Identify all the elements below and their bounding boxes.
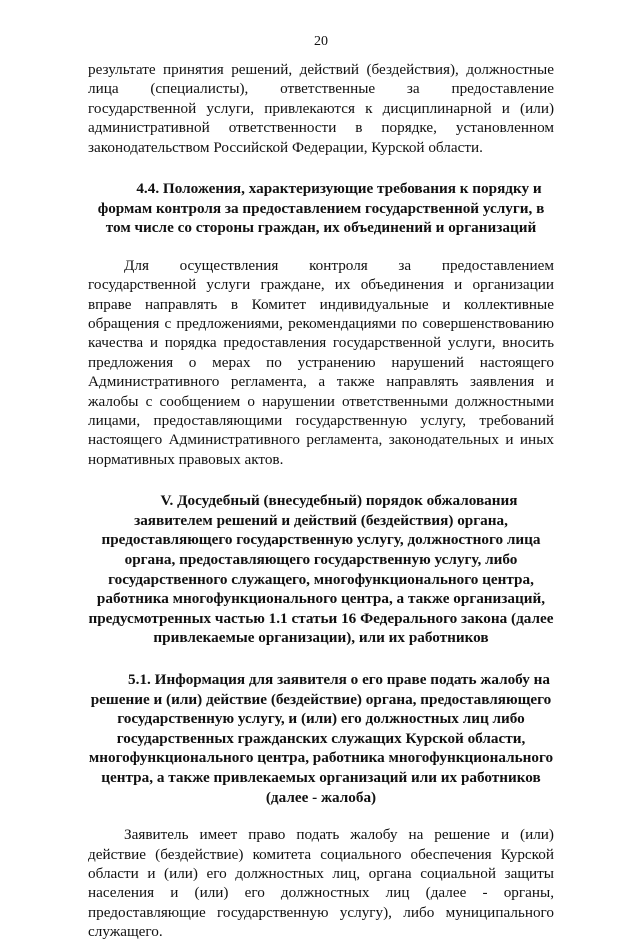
spacer	[88, 648, 554, 670]
section-heading-5-1: 5.1. Информация для заявителя о его праве подать жалобу на решение и (или) действие (бездействие) органа, предоставляющего государственную услугу, и (или) его должностных лиц либо государственных гражданских служащих Курской области, многофункционального центра, работника многофункционального центра, а также привлекаемых организаций или их работников (далее - жалоба)	[88, 671, 554, 806]
page-number: 20	[314, 34, 328, 49]
section-heading-v: V. Досудебный (внесудебный) порядок обжалования заявителем решений и действий (бездействия) органа, предоставляющего государственную услугу, должностного лица органа, предоставляющего государственную услугу, либо государственного служащего, многофункционального центра, работника многофункционального центра, а также организаций, предусмотренных частью 1.1 статьи 16 Федерального закона (далее привлекаемые организации), или их работников	[88, 492, 554, 647]
spacer	[88, 238, 554, 256]
section-heading-4-4: 4.4. Положения, характеризующие требования к порядку и формам контроля за предоставлением государственной услуги, в том числе со стороны граждан, их объединений и организаций	[97, 180, 545, 237]
paragraph-responsibility: результате принятия решений, действий (бездействия), должностные лица (специалисты), ответственные за предоставление государственной услуги, привлекаются к дисциплинарной и (или) административной ответственности в порядке, установленном законодательством Российской Федерации, Курской области.	[88, 61, 554, 156]
paragraph-complaint-right: Заявитель имеет право подать жалобу на решение и (или) действие (бездействие) комитета социального обеспечения Курской области и (или) его должностных лиц, органа социальной защиты населения и (или) его должностных лиц (далее - органы, предоставляющие государственную услугу), либо муниципального служащего.	[88, 826, 554, 941]
spacer	[88, 469, 554, 491]
spacer	[88, 807, 554, 825]
spacer	[88, 157, 554, 179]
paragraph-control: Для осуществления контроля за предоставлением государственной услуги граждане, их объединения и организации вправе направлять в Комитет индивидуальные и коллективные обращения с предложениями, рекомендациями по совершенствованию качества и порядка предоставления государственной услуги, вносить предложения о мерах по устранению нарушений настоящего Административного регламента, а также направлять заявления и жалобы с сообщением о нарушении ответственными должностными лицами, предоставляющими государственную услугу, требований настоящего Административного регламента, законодательных и иных нормативных правовых актов.	[88, 256, 554, 468]
